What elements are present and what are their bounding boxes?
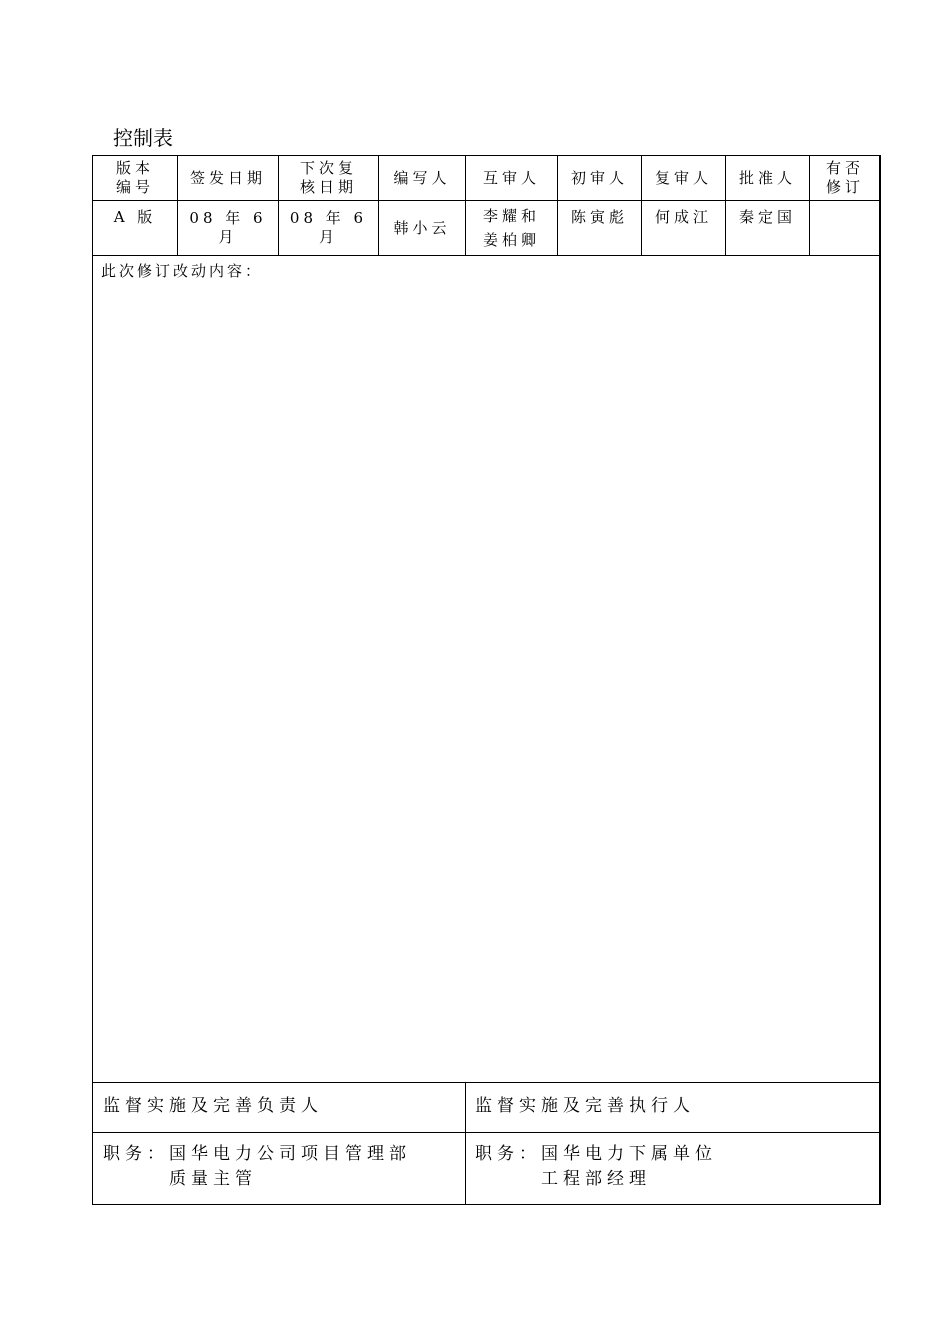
- header-first-review: 初审人: [570, 168, 628, 187]
- left-heading: 监督实施及完善负责人: [103, 1096, 323, 1116]
- column-divider: [465, 1082, 466, 1204]
- cell-approver: 秦定国: [738, 208, 796, 226]
- header-next-review: 下次复 核日期: [299, 159, 357, 196]
- cell-issue-date: 08 年 6 月: [189, 209, 267, 246]
- header-second-review: 复审人: [654, 168, 712, 187]
- row-divider: [93, 1132, 880, 1133]
- row-divider: [93, 255, 880, 256]
- row-divider: [93, 1082, 880, 1083]
- cell-first-review: 陈寅彪: [570, 208, 628, 226]
- header-revised: 有否 修订: [825, 159, 864, 196]
- cell-version: A 版: [113, 208, 157, 226]
- cell-peer-review: 李耀和 姜柏卿: [482, 207, 540, 249]
- right-role: 职务：国华电力下属单位 工程部经理: [475, 1144, 717, 1189]
- control-table: [92, 155, 881, 1205]
- header-approver: 批准人: [738, 168, 796, 187]
- cell-second-review: 何成江: [654, 208, 712, 226]
- cell-author: 韩小云: [393, 218, 451, 237]
- header-peer-review: 互审人: [482, 168, 540, 187]
- page-title: 控制表: [113, 126, 173, 150]
- changes-label: 此次修订改动内容：: [101, 262, 264, 280]
- cell-revised: [810, 201, 880, 255]
- right-heading: 监督实施及完善执行人: [475, 1096, 695, 1116]
- header-version: 版本 编号: [115, 159, 154, 196]
- header-issue-date: 签发日期: [189, 168, 266, 187]
- left-role: 职务：国华电力公司项目管理部 质量主管: [103, 1144, 411, 1189]
- cell-next-review: 08 年 6 月: [289, 209, 368, 246]
- header-author: 编写人: [393, 168, 451, 187]
